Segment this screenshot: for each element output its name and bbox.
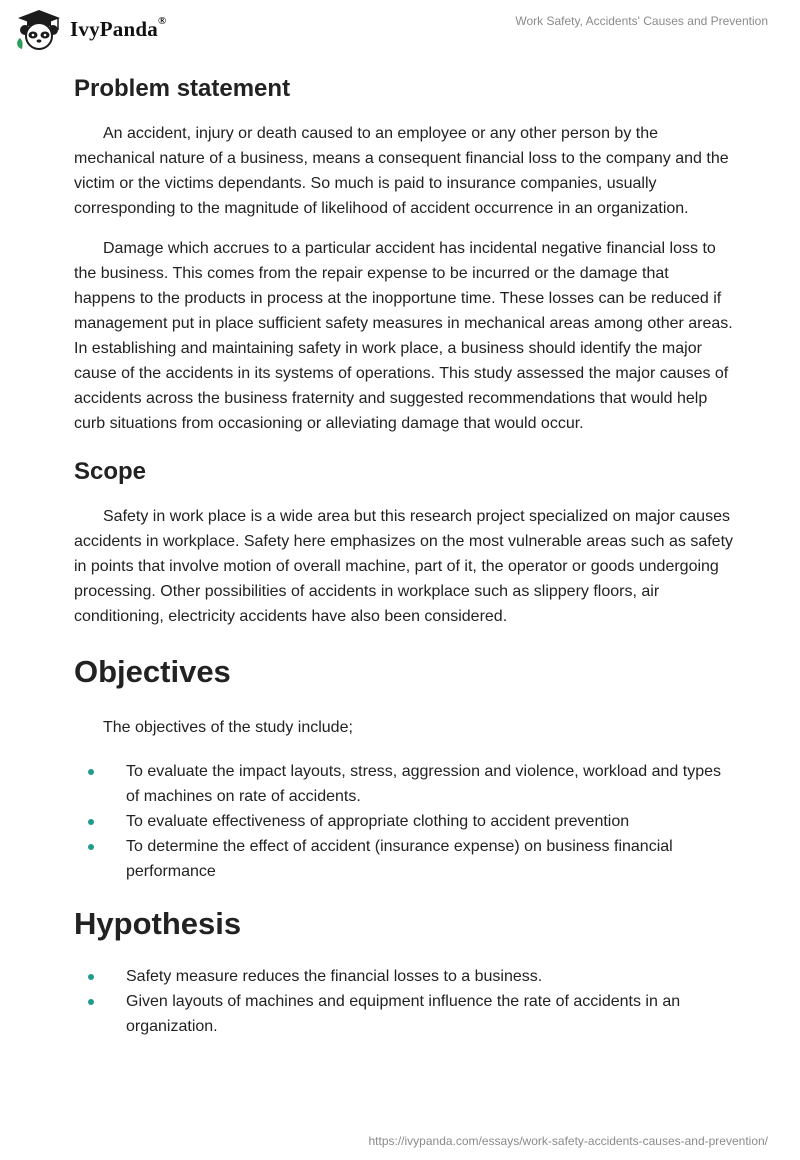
problem-statement-section xyxy=(74,72,734,436)
page-header xyxy=(0,0,800,60)
source-url-link[interactable]: https://ivypanda.com/essays/work-safety-accidents-causes-and-prevention/ xyxy=(368,1134,768,1148)
logo-text: IvyPanda xyxy=(70,16,158,41)
essay-content xyxy=(74,72,734,1039)
list-item-text: Given layouts of machines and equipment influence the rate of accidents in an organization. xyxy=(126,993,681,1035)
list-item xyxy=(74,759,734,809)
objectives-section xyxy=(74,651,734,884)
objectives-intro: The objectives of the study include; xyxy=(103,719,353,736)
list-item xyxy=(74,834,734,884)
list-item xyxy=(74,989,734,1039)
registered-mark: ® xyxy=(157,14,167,27)
section-heading: Problem statement xyxy=(74,75,291,102)
list-item-text: To evaluate the impact layouts, stress, aggression and violence, workload and types of machines on rate of accidents. xyxy=(126,763,721,805)
scope-section xyxy=(74,455,734,629)
hypothesis-section xyxy=(74,903,734,1039)
objectives-list xyxy=(74,759,734,884)
logo-wordmark xyxy=(70,14,167,42)
paragraph: Safety in work place is a wide area but this research project specialized on major causes accidents in workplace. Safety here emphasizes on the most vulnerable areas such as safety in points that involve motion of overall machine, part of it, the operator or goods undergoing processing. Other possibilities of accidents in workplace such as slippery floors, air conditioning, electricity accidents have also been considered. xyxy=(74,508,734,625)
section-heading: Objectives xyxy=(74,654,231,689)
list-item-text: To evaluate effectiveness of appropriate clothing to accident prevention xyxy=(126,813,630,830)
bullet-icon xyxy=(88,844,94,850)
section-heading: Scope xyxy=(74,458,147,485)
bullet-icon xyxy=(88,974,94,980)
list-item-text: To determine the effect of accident (insurance expense) on business financial performance xyxy=(126,838,673,880)
paragraph: An accident, injury or death caused to an employee or any other person by the mechanical nature of a business, means a consequent financial loss to the company and the victim or the victims dependants. So much is paid to insurance companies, usually corresponding to the magnitude of likelihood of accident occurrence in an organization. xyxy=(74,125,729,217)
section-heading: Hypothesis xyxy=(74,906,242,941)
list-item-text: Safety measure reduces the financial losses to a business. xyxy=(126,968,543,985)
paragraph: Damage which accrues to a particular accident has incidental negative financial loss to the business. This comes from the repair expense to be incurred or the damage that happens to the products in process at the inopportune time. These losses can be reduced if management put in place sufficient safety measures in mechanical areas among other areas. In establishing and maintaining safety in work place, a business should identify the major cause of the accidents in its systems of operations. This study assessed the major causes of accidents across the business fraternity and suggested recommendations that would help curb situations from occasioning or alleviating damage that would occur. xyxy=(74,240,733,432)
bullet-icon xyxy=(88,999,94,1005)
bullet-icon xyxy=(88,819,94,825)
panda-graduate-icon xyxy=(14,8,64,50)
list-item xyxy=(74,964,734,989)
hypothesis-list xyxy=(74,964,734,1039)
running-title: Work Safety, Accidents' Causes and Prevention xyxy=(515,14,768,28)
ivypanda-logo[interactable] xyxy=(14,8,166,50)
bullet-icon xyxy=(88,769,94,775)
list-item xyxy=(74,809,734,834)
